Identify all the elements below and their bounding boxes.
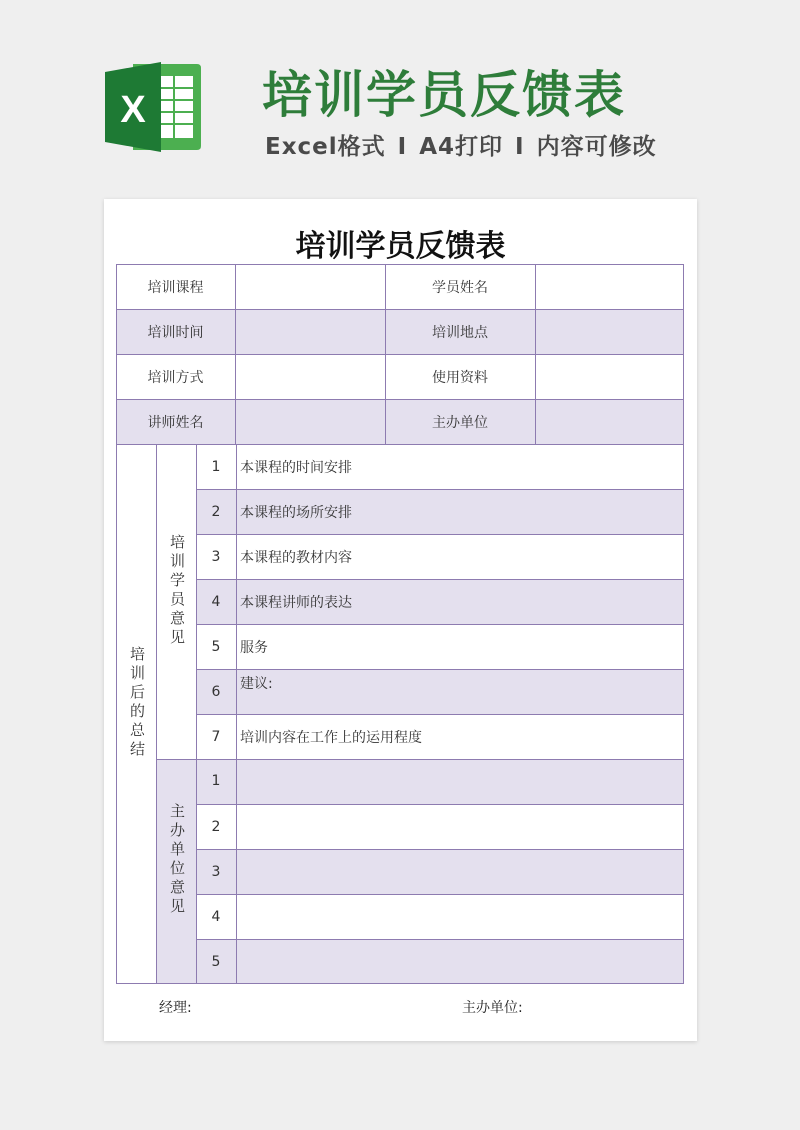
label-materials: 使用资料 [432, 369, 488, 386]
item-number: 7 [211, 728, 221, 745]
document-page [104, 199, 697, 1041]
item-text[interactable]: 本课程讲师的表达 [236, 579, 684, 624]
signature-organizer-label: 主办单位: [462, 1000, 523, 1016]
item-number: 4 [211, 908, 221, 925]
item-number: 6 [196, 669, 236, 714]
banner-subtitle [265, 128, 657, 161]
subtitle-separator: I [515, 134, 525, 160]
organizer-item-field[interactable] [236, 759, 684, 804]
label-method: 培训方式 [147, 369, 204, 386]
input-location[interactable] [535, 309, 684, 354]
input-course[interactable] [235, 264, 385, 309]
banner-title: 培训学员反馈表 [262, 66, 626, 124]
input-organizer[interactable] [535, 399, 684, 444]
item-number: 2 [211, 818, 221, 835]
item-number: 5 [196, 939, 236, 984]
input-lecturer[interactable] [235, 399, 385, 444]
input-method[interactable] [235, 354, 385, 399]
subtitle-separator: I [397, 134, 408, 160]
label-time: 培训时间 [116, 309, 235, 354]
input-time[interactable] [235, 309, 385, 354]
input-student-name[interactable] [535, 264, 684, 309]
subtitle-print: A4打印 [419, 134, 504, 160]
organizer-item-field[interactable] [236, 849, 684, 894]
item-number: 5 [211, 638, 221, 655]
section-student-label: 培训学员意见 [168, 534, 186, 648]
item-number: 3 [211, 548, 221, 565]
item-number: 3 [196, 849, 236, 894]
label-organizer: 主办单位 [385, 399, 535, 444]
document-title: 培训学员反馈表 [295, 229, 506, 264]
item-text[interactable]: 服务 [240, 639, 268, 656]
input-materials[interactable] [535, 354, 684, 399]
organizer-item-field[interactable] [236, 804, 684, 849]
label-location: 培训地点 [385, 309, 535, 354]
section-summary-label: 培训后的总结 [128, 646, 146, 760]
item-text[interactable]: 建议: [236, 669, 684, 714]
item-text[interactable]: 培训内容在工作上的运用程度 [240, 729, 422, 746]
item-number: 2 [196, 489, 236, 534]
excel-logo-icon [103, 58, 203, 156]
section-organizer-label: 主办单位意见 [168, 803, 186, 917]
signature-manager-label: 经理: [159, 1000, 192, 1016]
subtitle-editable: 内容可修改 [536, 134, 657, 160]
label-course: 培训课程 [147, 279, 204, 296]
item-text[interactable]: 本课程的教材内容 [240, 549, 352, 566]
organizer-item-field[interactable] [236, 894, 684, 939]
item-number: 1 [211, 458, 221, 475]
item-number: 1 [196, 759, 236, 804]
organizer-item-field[interactable] [236, 939, 684, 984]
label-lecturer: 讲师姓名 [116, 399, 235, 444]
item-text[interactable]: 本课程的场所安排 [236, 489, 684, 534]
item-text[interactable]: 本课程的时间安排 [240, 459, 352, 476]
subtitle-format: Excel格式 [265, 134, 386, 160]
label-student-name: 学员姓名 [432, 279, 488, 296]
excel-logo-letter: X [120, 89, 146, 131]
item-number: 4 [196, 579, 236, 624]
